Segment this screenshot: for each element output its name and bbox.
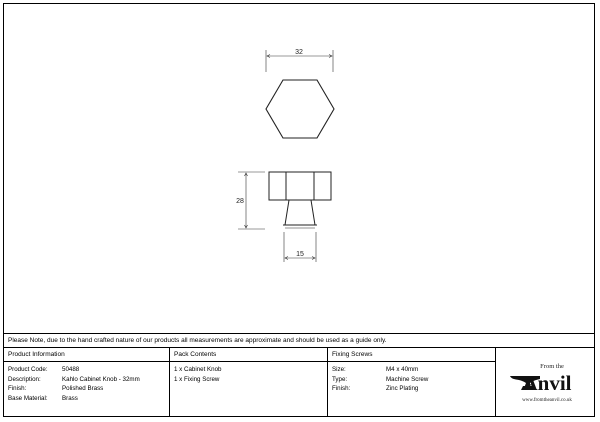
row-value: Polished Brass <box>62 385 104 392</box>
row-value: 50488 <box>62 366 80 373</box>
screw-finish-row <box>328 384 495 394</box>
bottom-width-label: 15 <box>296 251 304 258</box>
measurement-note: Please Note, due to the hand crafted nature of our products all measurements are approximate and should be used as a guide only. <box>4 333 594 348</box>
row-value: Zinc Plating <box>386 385 419 392</box>
description-row <box>4 375 169 385</box>
from-the-anvil-logo <box>496 348 594 416</box>
pack-item-text: 1 x Cabinet Knob <box>174 366 222 373</box>
pack-item <box>170 365 327 375</box>
screw-size-row <box>328 365 495 375</box>
pack-contents-panel <box>170 348 328 416</box>
height-label: 28 <box>236 198 244 205</box>
finish-row <box>4 384 169 394</box>
row-label: Description: <box>8 375 41 383</box>
hexagon-top-view <box>266 80 334 138</box>
row-value: M4 x 40mm <box>386 366 419 373</box>
pack-contents-heading: Pack Contents <box>170 348 327 362</box>
product-information-heading: Product Information <box>4 348 169 362</box>
row-label: Size: <box>332 366 346 373</box>
row-label: Type: <box>332 375 348 383</box>
fixing-screws-panel <box>328 348 496 416</box>
fixing-screws-heading: Fixing Screws <box>328 348 495 362</box>
logo-brand: Anvil <box>522 371 572 395</box>
knob-side-view <box>269 172 331 228</box>
row-label: Finish: <box>8 385 27 392</box>
row-value: Kahlo Cabinet Knob - 32mm <box>62 375 140 383</box>
pack-item <box>170 375 327 385</box>
row-label: Base Material: <box>8 394 48 402</box>
row-label: Product Code: <box>8 366 48 373</box>
base-material-row <box>4 394 169 404</box>
logo-url: www.fromtheanvil.co.uk <box>522 398 572 403</box>
row-value: Machine Screw <box>386 375 429 383</box>
pack-item-text: 1 x Fixing Screw <box>174 375 220 383</box>
screw-type-row <box>328 375 495 385</box>
product-code-row <box>4 365 169 375</box>
row-label: Finish: <box>332 385 351 392</box>
logo-tagline: From the <box>540 363 564 370</box>
product-information-panel <box>4 348 170 416</box>
row-value: Brass <box>62 394 78 402</box>
top-width-label: 32 <box>295 49 303 56</box>
